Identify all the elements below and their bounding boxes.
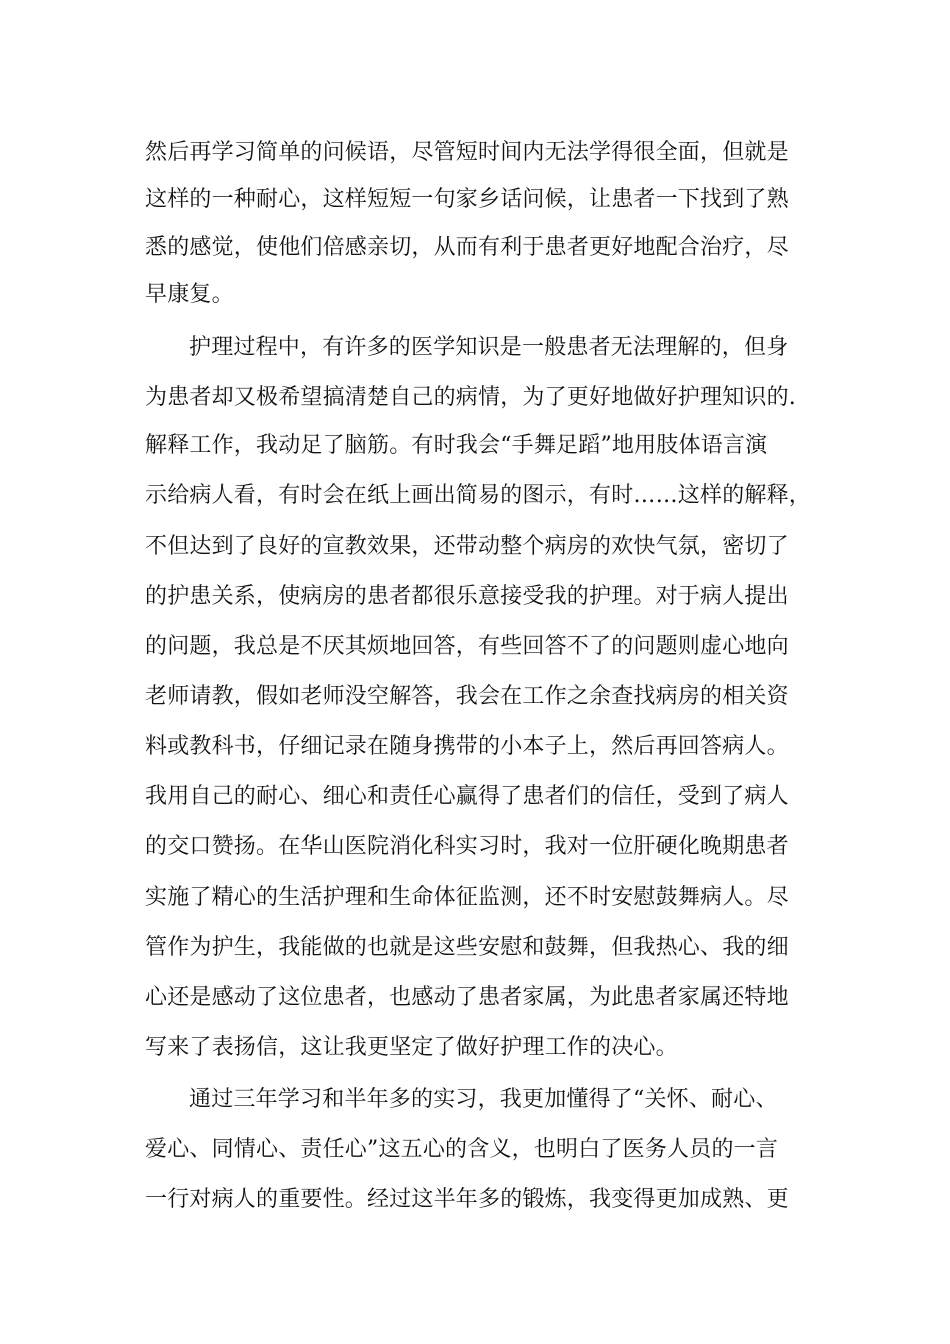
text-line: 的护患关系，使病房的患者都很乐意接受我的护理。对于病人提出 [145,584,789,609]
text-line: 料或教科书，仔细记录在随身携带的小本子上，然后再回答病人。 [145,734,789,759]
text-line: 悉的感觉，使他们倍感亲切，从而有利于患者更好地配合治疗，尽 [145,235,789,260]
text-line: 写来了表扬信，这让我更坚定了做好护理工作的决心。 [145,1035,678,1060]
text-line: 解释工作，我动足了脑筋。有时我会“手舞足蹈”地用肢体语言演 [145,433,768,458]
paragraph-first-line: 护理过程中，有许多的医学知识是一般患者无法理解的，但身 [189,335,789,360]
text-line: 不但达到了良好的宣教效果，还带动整个病房的欢快气氛，密切了 [145,534,789,559]
text-line: 的问题，我总是不厌其烦地回答，有些回答不了的问题则虚心地向 [145,634,789,659]
text-line: 示给病人看，有时会在纸上画出简易的图示，有时……这样的解释， [145,483,812,508]
text-line: 管作为护生，我能做的也就是这些安慰和鼓舞，但我热心、我的细 [145,935,789,960]
text-line: 爱心、同情心、责任心”这五心的含义，也明白了医务人员的一言 [145,1137,779,1162]
text-line: 我用自己的耐心、细心和责任心赢得了患者们的信任，受到了病人 [145,784,789,809]
text-line: 一行对病人的重要性。经过这半年多的锻炼，我变得更加成熟、更 [145,1187,789,1212]
text-line: 然后再学习简单的问候语，尽管短时间内无法学得很全面，但就是 [145,140,789,165]
text-line: 早康复。 [145,282,234,307]
text-line: 老师请教，假如老师没空解答，我会在工作之余查找病房的相关资 [145,684,789,709]
text-line: 的交口赞扬。在华山医院消化科实习时，我对一位肝硬化晚期患者 [145,834,789,859]
text-line: 这样的一种耐心，这样短短一句家乡话问候，让患者一下找到了熟 [145,187,789,212]
text-line: 为患者却又极希望搞清楚自己的病情，为了更好地做好护理知识的. [145,385,796,410]
text-line: 实施了精心的生活护理和生命体征监测，还不时安慰鼓舞病人。尽 [145,885,789,910]
text-line: 心还是感动了这位患者，也感动了患者家属，为此患者家属还特地 [145,985,789,1010]
paragraph-first-line: 通过三年学习和半年多的实习，我更加懂得了“关怀、耐心、 [189,1087,778,1112]
